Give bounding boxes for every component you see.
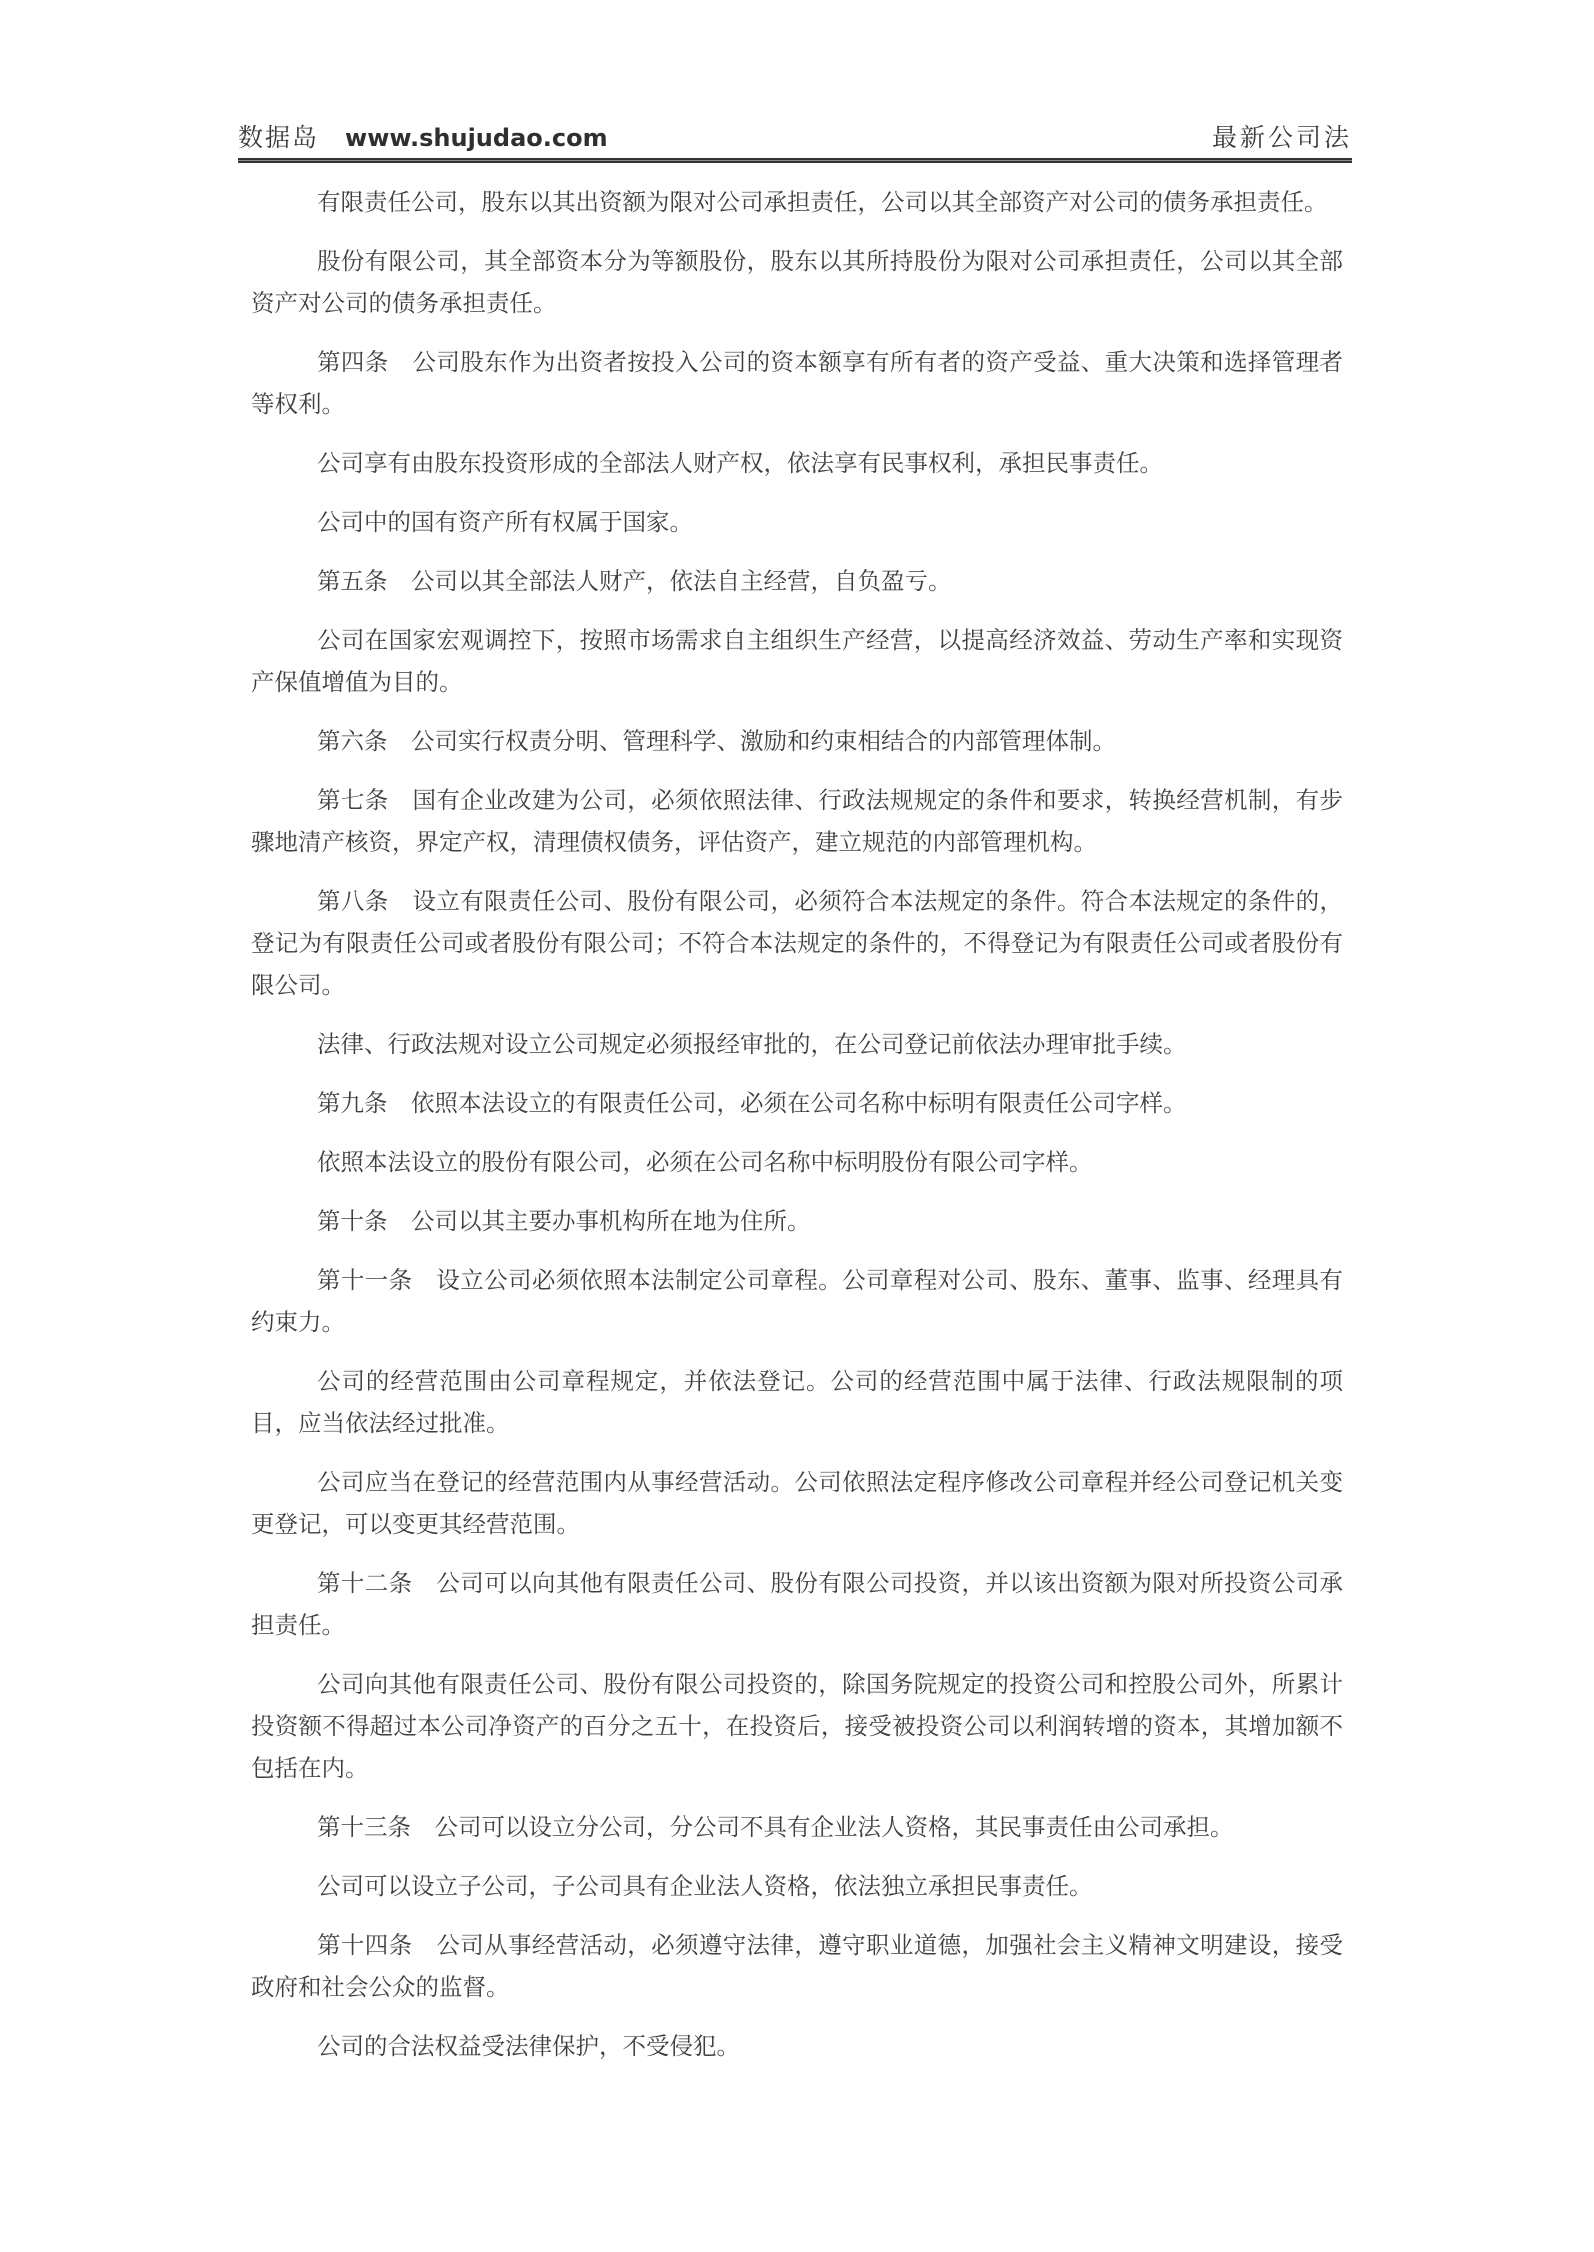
paragraph: 第十三条 公司可以设立分公司，分公司不具有企业法人资格，其民事责任由公司承担。 <box>317 1815 1234 1841</box>
paragraph: 公司的合法权益受法律保护，不受侵犯。 <box>317 2034 740 2060</box>
paragraph: 公司在国家宏观调控下，按照市场需求自主组织生产经营，以提高经济效益、劳动生产率和实现资产保值增值为目的。 <box>251 628 1343 696</box>
site-name: 数据岛 <box>238 125 320 152</box>
paragraph: 第四条 公司股东作为出资者按投入公司的资本额享有所有者的资产受益、重大决策和选择管理者等权利。 <box>251 350 1343 418</box>
paragraph: 第五条 公司以其全部法人财产，依法自主经营，自负盈亏。 <box>317 569 952 595</box>
paragraph: 法律、行政法规对设立公司规定必须报经审批的，在公司登记前依法办理审批手续。 <box>317 1032 1187 1058</box>
paragraph: 第十条 公司以其主要办事机构所在地为住所。 <box>317 1209 811 1235</box>
paragraph: 第十一条 设立公司必须依照本法制定公司章程。公司章程对公司、股东、董事、监事、经理具有约束力。 <box>251 1268 1343 1336</box>
paragraph: 公司应当在登记的经营范围内从事经营活动。公司依照法定程序修改公司章程并经公司登记机关变更登记，可以变更其经营范围。 <box>251 1470 1343 1538</box>
doc-title: 最新公司法 <box>1211 125 1352 152</box>
paragraph: 公司的经营范围由公司章程规定，并依法登记。公司的经营范围中属于法律、行政法规限制的项目，应当依法经过批准。 <box>251 1369 1343 1437</box>
paragraph: 公司享有由股东投资形成的全部法人财产权，依法享有民事权利，承担民事责任。 <box>317 451 1163 477</box>
page-header <box>238 118 1352 163</box>
paragraph: 第十二条 公司可以向其他有限责任公司、股份有限公司投资，并以该出资额为限对所投资公司承担责任。 <box>251 1571 1343 1639</box>
paragraph: 第九条 依照本法设立的有限责任公司，必须在公司名称中标明有限责任公司字样。 <box>317 1091 1187 1117</box>
header-right <box>1212 118 1352 154</box>
header-left <box>238 118 608 154</box>
site-url: www.shujudao.com <box>345 124 608 152</box>
paragraph: 第七条 国有企业改建为公司，必须依照法律、行政法规规定的条件和要求，转换经营机制，有步骤地清产核资，界定产权，清理债权债务，评估资产，建立规范的内部管理机构。 <box>251 788 1343 856</box>
document-body <box>251 182 1343 2085</box>
paragraph: 有限责任公司，股东以其出资额为限对公司承担责任，公司以其全部资产对公司的债务承担责任。 <box>317 190 1328 216</box>
paragraph: 依照本法设立的股份有限公司，必须在公司名称中标明股份有限公司字样。 <box>317 1150 1093 1176</box>
paragraph: 第六条 公司实行权责分明、管理科学、激励和约束相结合的内部管理体制。 <box>317 729 1116 755</box>
paragraph: 第八条 设立有限责任公司、股份有限公司，必须符合本法规定的条件。符合本法规定的条件的，登记为有限责任公司或者股份有限公司；不符合本法规定的条件的，不得登记为有限责任公司或者股份有限公司。 <box>251 889 1343 999</box>
paragraph: 公司向其他有限责任公司、股份有限公司投资的，除国务院规定的投资公司和控股公司外，所累计投资额不得超过本公司净资产的百分之五十，在投资后，接受被投资公司以利润转增的资本，其增加额不包括在内。 <box>251 1672 1343 1782</box>
paragraph: 公司可以设立子公司，子公司具有企业法人资格，依法独立承担民事责任。 <box>317 1874 1093 1900</box>
paragraph: 第十四条 公司从事经营活动，必须遵守法律，遵守职业道德，加强社会主义精神文明建设，接受政府和社会公众的监督。 <box>251 1933 1343 2001</box>
header-rule <box>238 158 1352 163</box>
paragraph: 股份有限公司，其全部资本分为等额股份，股东以其所持股份为限对公司承担责任，公司以其全部资产对公司的债务承担责任。 <box>251 249 1343 317</box>
header-row <box>238 118 1352 158</box>
paragraph: 公司中的国有资产所有权属于国家。 <box>317 510 693 536</box>
